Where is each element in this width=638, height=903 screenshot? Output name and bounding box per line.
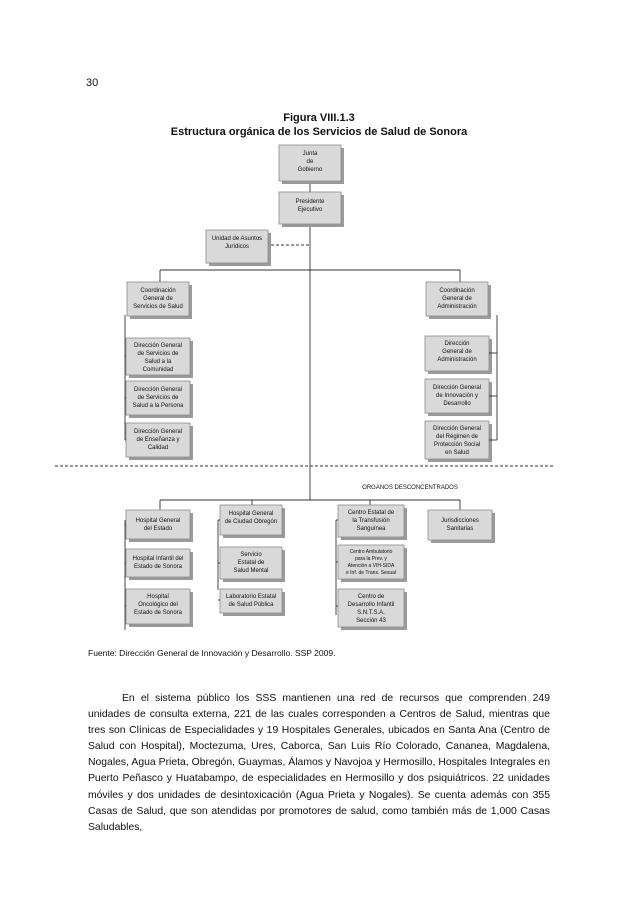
svg-text:Centro Estatal dela Transfusió: Centro Estatal de la Transfusión Sanguínea — [347, 510, 395, 532]
box-transfusion-sanguinea — [338, 505, 407, 540]
box-dir-administracion — [425, 336, 492, 374]
box-dir-innovacion — [425, 379, 492, 416]
svg-text:Hospital Generalde Ciudad Obre: Hospital General de Ciudad Obregón — [224, 511, 278, 525]
box-dir-salud-comunidad — [126, 338, 193, 378]
svg-text:CoordinaciónGeneral deAdminist: Coordinación General de Administración — [437, 288, 477, 310]
figure-source: Fuente: Dirección General de Innovación y Desarrollo. SSP 2009. — [88, 648, 336, 658]
svg-text:JurisdiccionesSanitarias: Jurisdicciones Sanitarias — [441, 518, 479, 532]
svg-text:CoordinaciónGeneral deServicio: Coordinación General de Servicios de Salud — [133, 288, 183, 310]
svg-text:Centro deDesarrollo InfantilS.: Centro de Desarrollo Infantil S.N.T.S.A. Sección 43 — [347, 594, 395, 624]
organos-desconcentrados-label: ORGANOS DESCONCENTRADOS — [362, 485, 458, 491]
junta-text: Junta de Gobierno — [297, 151, 323, 173]
box-unidad-asuntos-juridicos — [206, 230, 271, 266]
svg-text:Hospital Infantil delEstado de: Hospital Infantil del Estado de Sonora — [132, 556, 184, 570]
page-number: 30 — [86, 77, 99, 89]
svg-text:Dirección Generalde Servicios: Dirección General de Servicios de Salud a la Persona — [132, 387, 184, 409]
figure-title: Estructura orgánica de los Servicios de Salud de Sonora — [170, 126, 468, 138]
box-centro-ambulatorio — [338, 545, 407, 582]
svg-text:HospitalOncológico delEstado d: Hospital Oncológico del Estado de Sonora — [133, 594, 183, 616]
svg-text:PresidenteEjecutivo: Presidente Ejecutivo — [295, 199, 325, 213]
box-coordinacion-servicios-salud — [127, 282, 192, 319]
svg-text:Dirección Generalde Servicios: Dirección General de Servicios de Salud a la Comunidad — [133, 343, 183, 373]
box-hospital-general-estado — [126, 510, 193, 542]
svg-text:Laboratorio Estatalde Salud Pú: Laboratorio Estatal de Salud Pública — [225, 594, 277, 608]
svg-text:Centro Ambulatoriopara la Prev: Centro Ambulatorio para la Prev. y Atención a VIH-SIDA e Inf. de Trans. Sexual — [345, 549, 397, 576]
box-salud-mental — [220, 547, 285, 582]
svg-text:ServicioEstatal deSalud Mental: Servicio Estatal de Salud Mental — [233, 552, 269, 574]
box-hospital-obregon — [220, 505, 285, 538]
box-dir-regimen — [425, 421, 492, 462]
box-presidente-ejecutivo — [279, 192, 344, 227]
box-laboratorio-estatal — [220, 589, 285, 616]
box-jurisdicciones-sanitarias — [428, 510, 495, 543]
svg-text:Unidad de AsuntosJurídicos: Unidad de Asuntos Jurídicos — [211, 236, 263, 250]
body-paragraph: En el sistema público los SSS mantienen una red de recursos que comprenden 249 unidades de consulta externa, 221 de las cuales corresponden a Centros de Salud, mientras que tres son Clínicas de Especialidades y 19 Hospitales Generales, ubicados en Santa Ana (Centro de Salud con Hospital), Moctezuma, Ures, Caborca, San Luis Río Colorado, Cananea, Magdalena, Nogales, Agua Prieta, Obregón, Guaymas, Álamos y Navojoa y Hermosillo, Hospitales Integrales en Puerto Peñasco y Huatabampo, de especialidades en Hermosillo y dos psiquiátricos. 22 unidades móviles y dos unidades de desintoxicación (Agua Prieta y Nogales). Se cuenta además con 355 Casas de Salud, que son atendidas por promotores de salud, como también más de 1,000 Casas Saludables, — [88, 693, 550, 833]
figure-number: Figura VIII.1.3 — [283, 112, 355, 124]
box-desarrollo-infantil — [338, 589, 407, 630]
box-dir-salud-persona — [126, 381, 193, 418]
svg-text:Hospital Generaldel Estado: Hospital General del Estado — [135, 518, 181, 532]
box-junta-de-gobierno — [279, 145, 344, 184]
box-coordinacion-administracion — [426, 282, 491, 319]
svg-text:Dirección Generalde Innovación: Dirección General de Innovación y Desarrollo — [432, 385, 482, 407]
box-hospital-infantil — [126, 549, 193, 580]
box-dir-ensenanza — [126, 423, 193, 460]
svg-text:Dirección Generalde Enseñanza: Dirección General de Enseñanza y Calidad — [133, 429, 183, 451]
box-hospital-oncologico — [126, 589, 193, 627]
svg-text:DirecciónGeneral deAdministrac: Dirección General de Administración — [437, 341, 477, 363]
svg-text:Dirección Generaldel Régimen d: Dirección General del Régimen de Protección Social en Salud — [432, 426, 482, 456]
